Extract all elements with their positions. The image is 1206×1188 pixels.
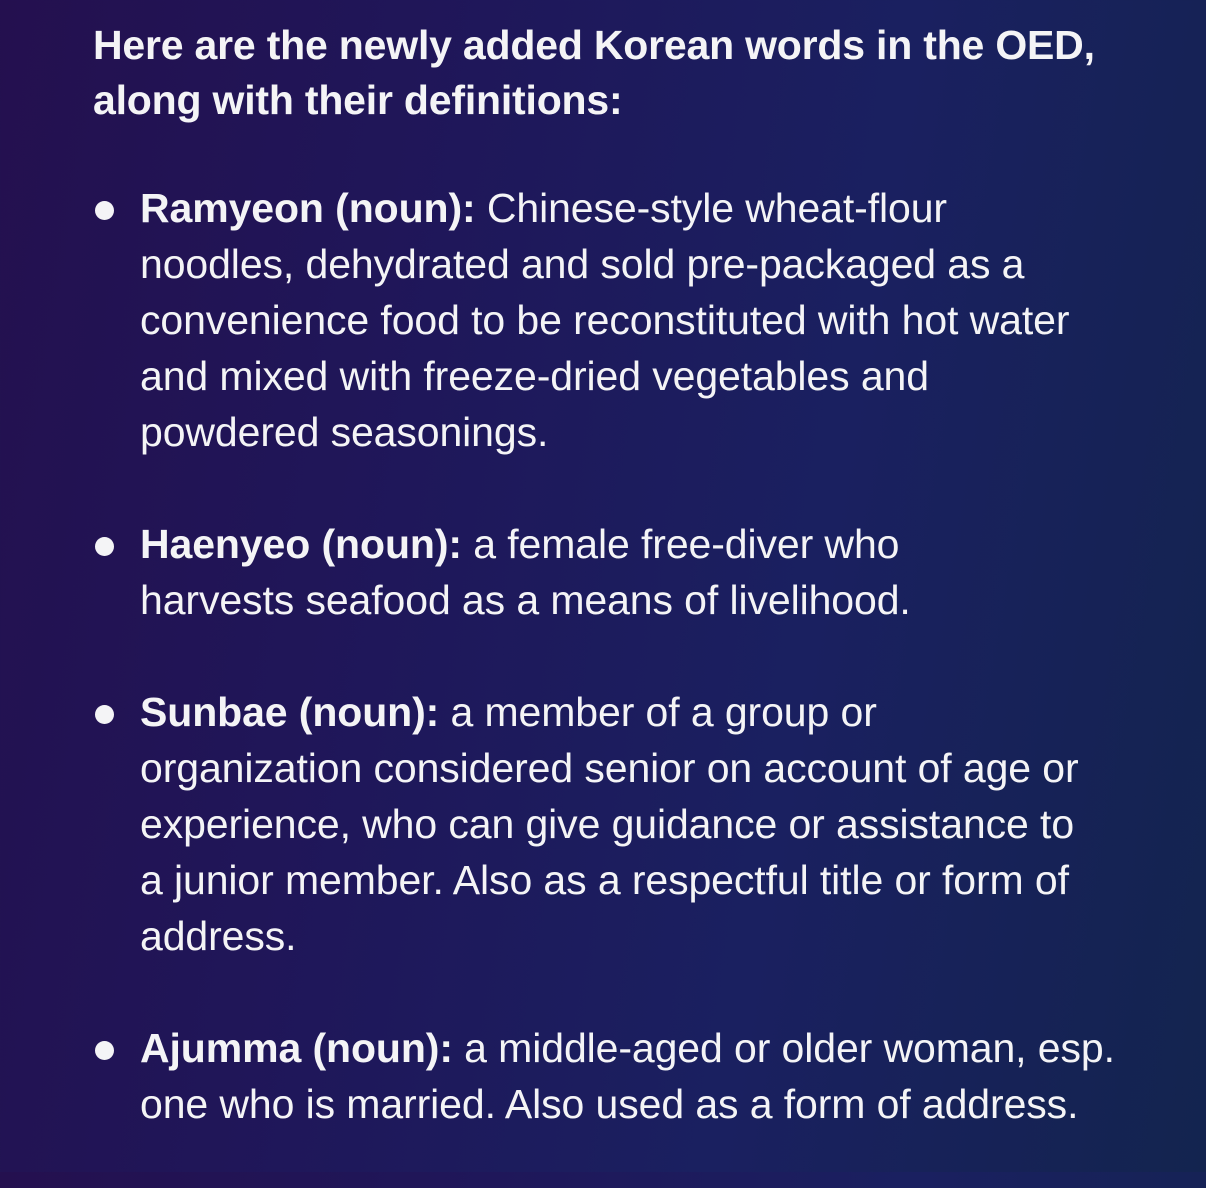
bullet-icon	[95, 1041, 114, 1060]
term-word: Sunbae (noun):	[140, 689, 440, 735]
term-definition: a middle-aged or older woman, esp. one who is married. Also used as a form of address.	[140, 1025, 1115, 1127]
intro-heading: Here are the newly added Korean words in the OED, along with their definitions:	[93, 22, 1095, 123]
term-word: Ramyeon (noun):	[140, 185, 476, 231]
term-definition: a female free-diver who harvests seafood as a means of livelihood.	[140, 521, 911, 623]
term-item-haenyeo	[93, 516, 1040, 628]
term-definition: a member of a group or organization considered senior on account of age or experience, who can give guidance or assistance to a junior member. Also as a respectful title or form of address.	[140, 689, 1079, 959]
bullet-icon	[95, 537, 114, 556]
term-list	[93, 180, 1153, 1132]
term-item-ramyeon	[93, 180, 1110, 460]
term-definition: Chinese-style wheat-flour noodles, dehydrated and sold pre-packaged as a convenience food to be reconstituted with hot water and mixed with freeze-dried vegetables and powdered seasonings.	[140, 185, 1070, 455]
bullet-icon	[95, 201, 114, 220]
article-body	[93, 18, 1153, 1188]
term-item-sunbae	[93, 684, 1100, 964]
term-word: Haenyeo (noun):	[140, 521, 462, 567]
term-item-ajumma	[93, 1020, 1150, 1132]
term-word: Ajumma (noun):	[140, 1025, 453, 1071]
bullet-icon	[95, 705, 114, 724]
